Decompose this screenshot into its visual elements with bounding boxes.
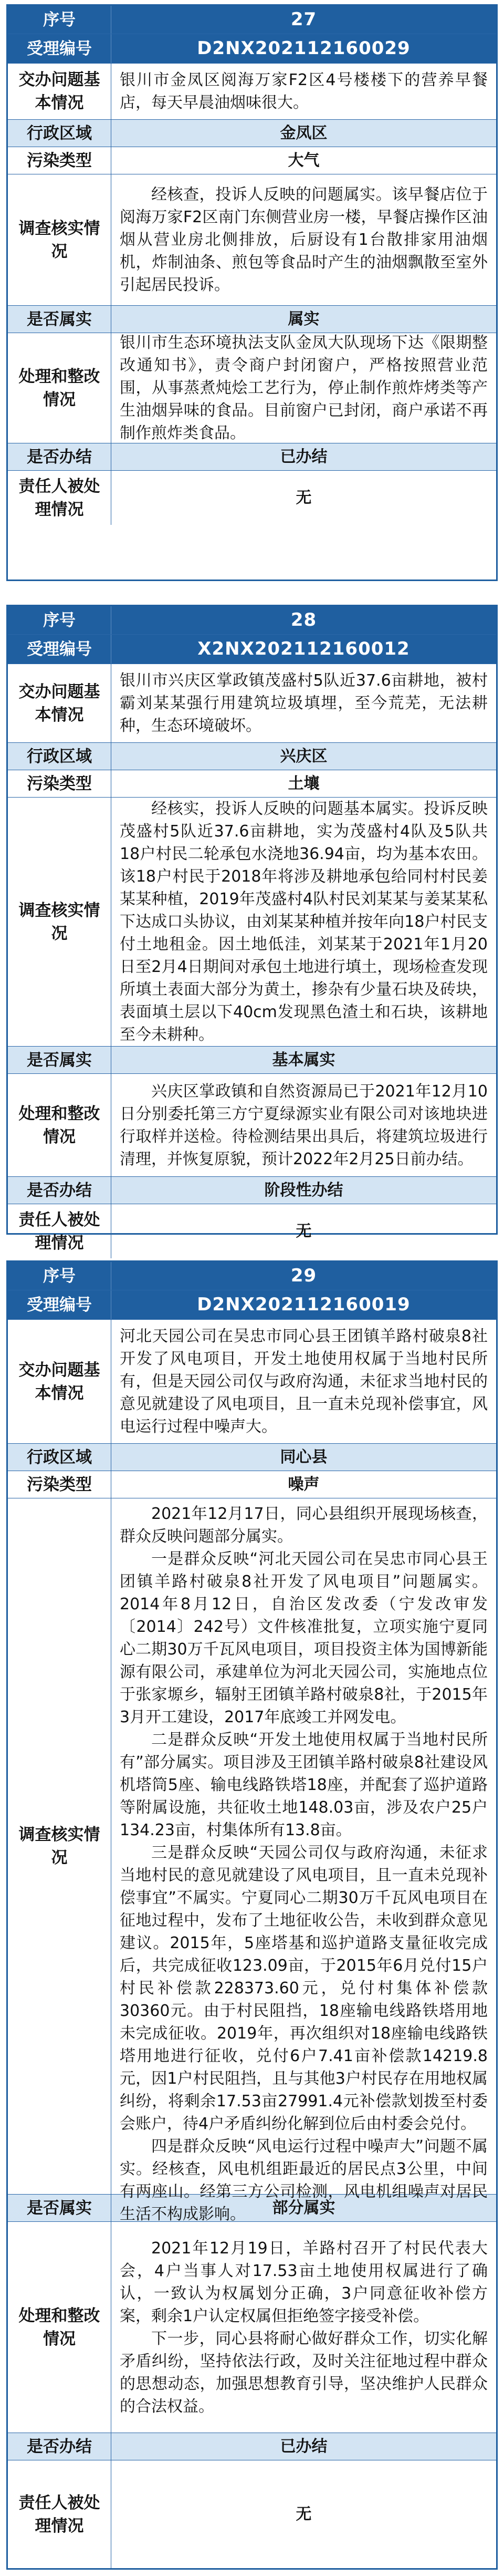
value-region: 兴庆区 <box>280 747 328 765</box>
label-issue: 交办问题基本情况 <box>8 1320 111 1443</box>
label-investigation: 调查核实情况 <box>8 798 111 1046</box>
label-investigation: 调查核实情况 <box>8 1498 111 2194</box>
value-region: 同心县 <box>280 1448 328 1466</box>
investigation-paragraph: 三是群众反映“天园公司仅与政府沟通，未征求当地村民的意见就建设了风电项目，且一直未兑现补偿事宜”不属实。宁夏同心二期30万千瓦风电项目在征地过程中，发布了土地征收公告，未收到群众意见建议。2015年，5座塔基和巡护道路支量征收完成后，共完成征收123.09亩，于2015年6月兑付15户村民补偿款228373.60元，兑付村集体补偿款30360元。由于村民阻挡，18座输电线路铁塔用地未完成征收。2019年，再次组织对18座输电线路铁塔用地进行征收，兑付6户7.41亩补偿款14219.8元，因1户村民阻挡，且与其他3户村民存在用地权属纠纷，将剩余17.53亩27991.4元补偿款划拨至村委会账户，待4户矛盾纠纷化解到位后由村委会兑付。 <box>120 1844 488 2133</box>
value-verified: 基本属实 <box>272 1051 335 1069</box>
label-region: 行政区域 <box>8 743 111 770</box>
label-handling: 处理和整改情况 <box>8 1074 111 1176</box>
row-pollution-type <box>8 1471 496 1498</box>
case-card-28 <box>6 605 498 1253</box>
row-verified <box>8 1046 496 1073</box>
value-handling <box>111 1074 496 1176</box>
label-closed: 是否办结 <box>8 2433 111 2460</box>
label-case-no: 受理编号 <box>8 34 111 63</box>
label-accountability: 责任人被处理情况 <box>8 2460 111 2568</box>
value-closed: 已办结 <box>280 2437 328 2456</box>
label-case-no: 受理编号 <box>8 1290 111 1319</box>
value-verified: 属实 <box>288 310 320 328</box>
label-region: 行政区域 <box>8 1444 111 1471</box>
value-accountability: 无 <box>296 489 312 507</box>
handling-paragraph: 下一步，同心县将耐心做好群众工作，切实化解矛盾纠纷，坚持依法行政，及时关注征地过程中群众的思想动态，加强思想教育引导，坚决维护人民群众的合法权益。 <box>120 2329 488 2416</box>
value-accountability: 无 <box>296 2505 312 2523</box>
row-pollution-type <box>8 147 496 174</box>
label-verified: 是否属实 <box>8 2195 111 2221</box>
value-closed: 已办结 <box>280 448 328 466</box>
row-investigation <box>8 797 496 1046</box>
value-case-no: D2NX202112160029 <box>197 38 411 59</box>
row-closed <box>8 443 496 470</box>
row-case-no <box>8 34 496 63</box>
row-closed <box>8 1176 496 1204</box>
label-investigation: 调查核实情况 <box>8 174 111 305</box>
value-investigation <box>111 798 496 1046</box>
value-seq: 29 <box>290 1265 317 1286</box>
investigation-paragraph: 2021年12月17日，同心县组织开展现场核查，群众反映问题部分属实。 <box>120 1505 488 1546</box>
investigation-paragraph: 一是群众反映“河北天园公司在吴忠市同心县王团镇羊路村破泉8社开发了风电项目”问题属实。2014年8月12日，自治区发改委（宁发改审发〔2014〕242号）文件核准批复，立项实施宁夏同心二期30万千瓦风电项目，项目投资主体为国博新能源有限公司，承建单位为河北天园公司，实施地点位于张家塬乡，辐射王团镇羊路村破泉8社，于2015年3月开工建设，2017年底竣工并网发电。 <box>120 1550 488 1726</box>
label-accountability: 责任人被处理情况 <box>8 471 111 525</box>
row-handling <box>8 1073 496 1176</box>
label-accountability: 责任人被处理情况 <box>8 1204 111 1258</box>
label-pollution-type: 污染类型 <box>8 770 111 797</box>
row-pollution-type <box>8 770 496 797</box>
label-seq: 序号 <box>8 6 111 34</box>
value-issue <box>111 664 496 742</box>
investigation-paragraph: 经核查，投诉人反映的问题属实。该早餐店位于阅海万家F2区南门东侧营业房一楼，早餐店操作区油烟从营业房北侧排放，后厨设有1台散排家用油烟机，炸制油条、煎包等食品时产生的油烟飘散至室外引起居民投诉。 <box>120 185 488 294</box>
value-seq: 28 <box>290 609 317 630</box>
handling-paragraph: 兴庆区掌政镇和自然资源局已于2021年12月10日分别委托第三方宁夏绿源实业有限公司对该地块进行取样并送检。待检测结果出具后，将建筑垃圾进行清理，并恢复原貌，预计2022年2月25日前办结。 <box>120 1082 488 1168</box>
value-pollution-type: 土壤 <box>288 774 320 793</box>
case-card-27 <box>6 4 498 581</box>
label-verified: 是否属实 <box>8 306 111 333</box>
row-case-no <box>8 634 496 664</box>
row-seq <box>8 1262 496 1290</box>
value-case-no: X2NX202112160012 <box>197 638 410 659</box>
label-seq: 序号 <box>8 606 111 634</box>
value-investigation <box>111 174 496 305</box>
value-seq: 27 <box>290 9 317 30</box>
label-region: 行政区域 <box>8 120 111 147</box>
handling-paragraph: 2021年12月19日，羊路村召开了村民代表大会，4户当事人对17.53亩土地使用权属进行了确认，一致认为权属划分正确，3户同意征收补偿方案，剩余1户认定权属但拒绝签字接受补偿。 <box>120 2239 488 2325</box>
row-region <box>8 119 496 147</box>
label-closed: 是否办结 <box>8 443 111 470</box>
label-pollution-type: 污染类型 <box>8 147 111 174</box>
investigation-paragraph: 经核实，投诉人反映的问题基本属实。投诉反映茂盛村5队近37.6亩耕地，实为茂盛村4队及5队共18户村民二轮承包水浇地36.94亩，均为基本农田。该18户村民于2018年将涉及耕地承包给同村村民姜某某种植，2019年茂盛村4队村民刘某某与姜某某私下达成口头协议，由刘某某种植并按年向18户村民支付土地租金。因土地低洼，刘某某于2021年1月20日至2月4日期间对承包土地进行填土，现场检查发现所填土表面大部分为黄土，掺杂有少量石块及砖块，表面填土层以下40cm发现黑色渣土和石块，该耕地至今未耕种。 <box>120 800 488 1044</box>
value-accountability: 无 <box>296 1222 312 1240</box>
issue-text: 银川市金凤区阅海万家F2区4号楼楼下的营养早餐店，每天早晨油烟味很大。 <box>120 71 488 112</box>
row-issue <box>8 63 496 119</box>
handling-paragraph: 银川市生态环境执法支队金凤大队现场下达《限期整改通知书》，责令商户封闭窗户，严格按照营业范围，从事蒸煮炖烩工艺行为，停止制作煎炸烤类等产生油烟异味的食品。目前窗户已封闭，商户承诺不再制作煎炸类食品。 <box>120 334 488 442</box>
value-closed: 阶段性办结 <box>264 1181 343 1199</box>
value-investigation <box>111 1498 496 2223</box>
row-region <box>8 1443 496 1471</box>
label-handling: 处理和整改情况 <box>8 333 111 443</box>
label-closed: 是否办结 <box>8 1177 111 1204</box>
value-issue <box>111 64 496 119</box>
case-card-29 <box>6 1260 498 2570</box>
row-seq <box>8 606 496 634</box>
value-issue <box>111 1320 496 1443</box>
row-handling <box>8 2221 496 2433</box>
value-pollution-type: 噪声 <box>288 1475 320 1494</box>
issue-text: 银川市兴庆区掌政镇茂盛村5队近37.6亩耕地，被村霸刘某某强行用建筑垃圾填埋，至今荒芜，无法耕种，生态环境破坏。 <box>120 671 488 735</box>
row-closed <box>8 2433 496 2460</box>
value-region: 金凤区 <box>280 124 328 142</box>
row-issue <box>8 1319 496 1443</box>
row-accountability <box>8 1204 496 1258</box>
row-issue <box>8 664 496 742</box>
value-case-no: D2NX202112160019 <box>197 1294 411 1315</box>
investigation-paragraph: 四是群众反映“风电运行过程中噪声大”问题不属实。经核查，风电机组距最近的居民点3公里，中间有两座山。经第三方公司检测，风电机组噪声对居民生活不构成影响。 <box>120 2137 488 2223</box>
row-case-no <box>8 1290 496 1319</box>
value-handling <box>111 333 496 443</box>
value-pollution-type: 大气 <box>288 151 320 170</box>
row-accountability <box>8 2460 496 2568</box>
row-seq <box>8 6 496 34</box>
investigation-paragraph: 二是群众反映“开发土地使用权属于当地村民所有”部分属实。项目涉及王团镇羊路村破泉8社建设风机塔筒5座、输电线路铁塔18座，并配套了巡护道路等附属设施，共征收土地148.03亩，涉及农户25户134.23亩，村集体所有13.8亩。 <box>120 1731 488 1839</box>
row-region <box>8 742 496 770</box>
label-case-no: 受理编号 <box>8 635 111 664</box>
label-verified: 是否属实 <box>8 1047 111 1073</box>
label-seq: 序号 <box>8 1262 111 1290</box>
issue-text: 河北天园公司在吴忠市同心县王团镇羊路村破泉8社开发了风电项目，开发土地使用权属于当地村民所有，但是天园公司仅与政府沟通，未征求当地村民的意见就建设了风电项目，且一直未兑现补偿事宜，风电运行过程中噪声大。 <box>120 1327 488 1436</box>
row-verified <box>8 2194 496 2221</box>
row-handling <box>8 333 496 443</box>
row-accountability <box>8 470 496 525</box>
row-investigation <box>8 174 496 305</box>
label-handling: 处理和整改情况 <box>8 2222 111 2433</box>
label-issue: 交办问题基本情况 <box>8 64 111 119</box>
value-verified: 部分属实 <box>272 2199 335 2217</box>
label-issue: 交办问题基本情况 <box>8 664 111 742</box>
row-verified <box>8 305 496 333</box>
value-handling <box>111 2222 496 2433</box>
label-pollution-type: 污染类型 <box>8 1471 111 1498</box>
